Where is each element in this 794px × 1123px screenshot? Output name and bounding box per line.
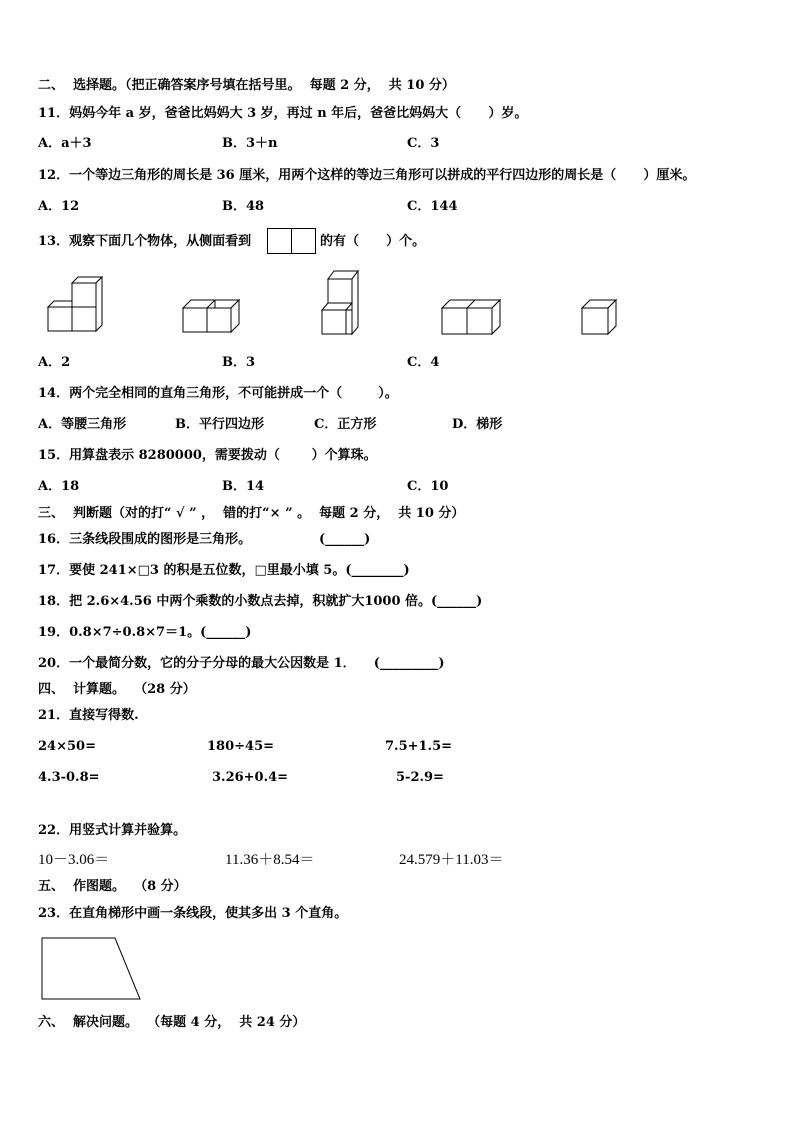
q21-stem: 21．直接写得数. bbox=[38, 708, 139, 723]
q18: 18．把 2.6×4.56 中两个乘数的小数点去掉，积就扩大1000 倍。(______) bbox=[38, 594, 483, 609]
q11-option-b: B．3＋n bbox=[222, 136, 278, 151]
q22-expr-1: 10－3.06＝ bbox=[38, 852, 110, 868]
q12-stem: 12．一个等边三角形的周长是 36 厘米，用两个这样的等边三角形可以拼成的平行四边形的周长是（ ）厘米。 bbox=[38, 168, 696, 183]
q13-cube-figure-3 bbox=[320, 269, 362, 337]
q11-option-c: C．3 bbox=[407, 136, 440, 151]
q21-expr-3: 7.5+1.5= bbox=[385, 739, 453, 754]
q21-expr-5: 3.26+0.4= bbox=[212, 770, 289, 785]
section-2-title: 二、 选择题。（把正确答案序号填在括号里。 每题 2 分， 共 10 分） bbox=[38, 78, 455, 93]
q22-expr-2: 11.36＋8.54＝ bbox=[225, 852, 315, 868]
q21-expr-4: 4.3-0.8= bbox=[38, 770, 100, 785]
q14-option-c: C．正方形 bbox=[314, 417, 377, 432]
q15-option-a: A．18 bbox=[38, 479, 80, 494]
q21-expr-6: 5-2.9= bbox=[396, 770, 444, 785]
q13-cube-figure-5 bbox=[580, 294, 622, 338]
q21-expr-1: 24×50= bbox=[38, 739, 96, 754]
q19: 19．0.8×7÷0.8×7＝1。(______) bbox=[38, 625, 252, 640]
q12-option-c: C．144 bbox=[407, 199, 458, 214]
q21-expr-2: 180÷45= bbox=[207, 739, 275, 754]
q12-option-a: A．12 bbox=[38, 199, 80, 214]
q15-stem: 15．用算盘表示 8280000，需要拨动（ ）个算珠。 bbox=[38, 448, 377, 463]
q13-stem-post: 的有（ ）个。 bbox=[320, 234, 426, 249]
section-5-title: 五、 作图题。 （8 分） bbox=[38, 879, 187, 894]
q13-cube-figure-4 bbox=[438, 294, 504, 338]
q23-right-trapezoid-figure bbox=[40, 936, 144, 1002]
q13-side-view-figure bbox=[267, 228, 317, 256]
q12-option-b: B．48 bbox=[222, 199, 265, 214]
q14-stem: 14．两个完全相同的直角三角形，不可能拼成一个（ ）。 bbox=[38, 386, 398, 401]
q16: 16．三条线段围成的图形是三角形。 (______) bbox=[38, 532, 371, 547]
q20: 20．一个最简分数，它的分子分母的最大公因数是 1． (_________) bbox=[38, 656, 445, 671]
section-3-title: 三、 判断题（对的打“ √ ” ， 错的打“× ” 。 每题 2 分， 共 10 分） bbox=[38, 506, 465, 521]
q13-option-b: B．3 bbox=[222, 355, 256, 370]
q17: 17．要使 241×□3 的积是五位数，□里最小填 5。(________) bbox=[38, 563, 410, 578]
q14-option-a: A．等腰三角形 bbox=[38, 417, 127, 432]
q13-cube-figure-2 bbox=[181, 294, 246, 336]
q13-stem-pre: 13．观察下面几个物体，从侧面看到 bbox=[38, 234, 252, 249]
q22-stem: 22．用竖式计算并验算。 bbox=[38, 823, 187, 838]
section-4-title: 四、 计算题。 （28 分） bbox=[38, 682, 196, 697]
q14-option-b: B．平行四边形 bbox=[175, 417, 264, 432]
q22-expr-3: 24.579＋11.03＝ bbox=[399, 852, 504, 868]
q13-cube-figure-1 bbox=[46, 273, 106, 335]
section-6-title: 六、 解决问题。 （每题 4 分， 共 24 分） bbox=[38, 1015, 306, 1030]
q23-stem: 23．在直角梯形中画一条线段，使其多出 3 个直角。 bbox=[38, 906, 348, 921]
q14-option-d: D．梯形 bbox=[452, 417, 503, 432]
q13-option-a: A．2 bbox=[38, 355, 71, 370]
q11-option-a: A．a＋3 bbox=[38, 136, 92, 151]
q13-option-c: C．4 bbox=[407, 355, 440, 370]
q15-option-c: C．10 bbox=[407, 479, 449, 494]
q15-option-b: B．14 bbox=[222, 479, 265, 494]
q11-stem: 11．妈妈今年 a 岁，爸爸比妈妈大 3 岁，再过 n 年后，爸爸比妈妈大（ ）岁。 bbox=[38, 106, 528, 121]
